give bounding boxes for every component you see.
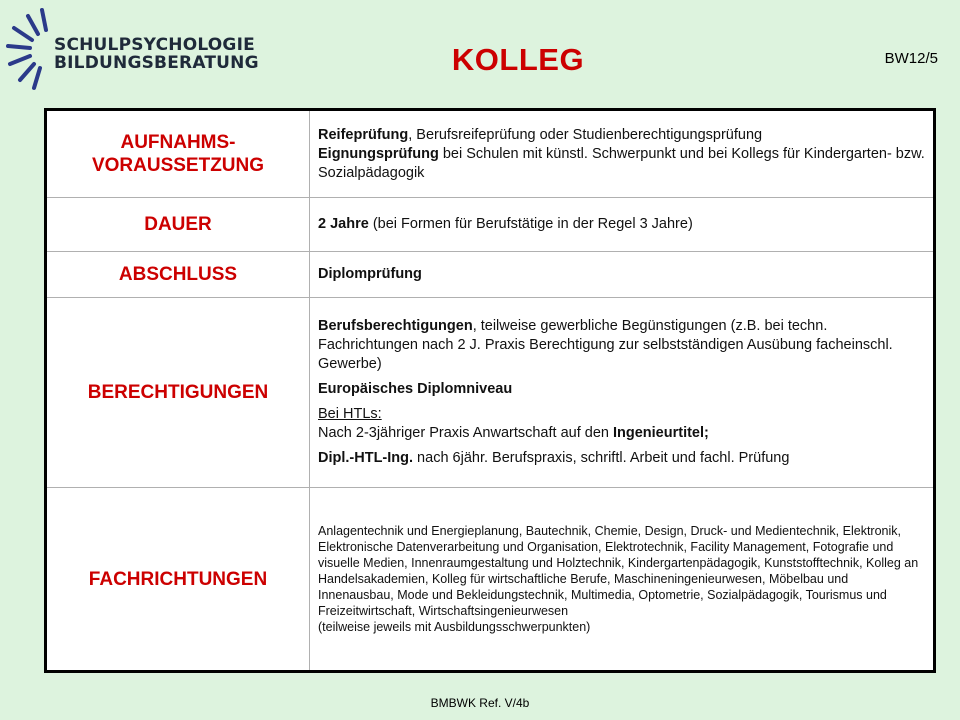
label-aufnahme-line2: VORAUSSETZUNG bbox=[91, 155, 265, 176]
table-row-berechtigungen bbox=[46, 298, 935, 488]
dauer-bold: 2 Jahre bbox=[318, 216, 369, 232]
page-title: KOLLEG bbox=[451, 42, 585, 77]
fachrichtungen-list: Anlagentechnik und Energieplanung, Bautechnik, Chemie, Design, Druck- und Medientechnik, Elektronik, Elektronische Datenverarbeitung und Organisation, Elektrotechnik, Facility Management, Fotografie und visuelle Medien, Innenraumgestaltung und Holztechnik, Kindergartenpädagogik, Kunststofftechnik, Kolleg an Handelsakademien, Kolleg für wirtschaftliche Berufe, Maschineningenieurwesen, Möbelbau und Innenausbau, Mode und Bekleidungstechnik, Multimedia, Optometrie, Sozialpädagogik, Tourismus und Freizeitwirtschaft, Wirtschaftsingenieurwesen bbox=[318, 524, 919, 618]
table-row-fachrichtungen bbox=[46, 488, 935, 672]
logo-line-1: SCHULPSYCHOLOGIE bbox=[54, 35, 255, 55]
berechtigungen-bold-3: Ingenieurtitel; bbox=[612, 425, 709, 441]
footer-reference: BMBWK Ref. V/4b bbox=[430, 696, 530, 710]
berechtigungen-diplomniveau: Europäisches Diplomniveau bbox=[318, 381, 513, 397]
value-berechtigungen bbox=[310, 298, 935, 488]
label-fachrichtungen: FACHRICHTUNGEN bbox=[46, 488, 310, 672]
dauer-rest: (bei Formen für Berufstätige in der Regel 3 Jahre) bbox=[368, 216, 693, 232]
value-aufnahme bbox=[310, 110, 935, 198]
label-aufnahme bbox=[46, 110, 310, 198]
label-berechtigungen: BERECHTIGUNGEN bbox=[46, 298, 310, 488]
value-dauer bbox=[310, 198, 935, 252]
aufnahme-rest-1: , Berufsreifeprüfung oder Studienberechtigungsprüfung bbox=[408, 126, 763, 143]
label-aufnahme-line1: AUFNAHMS- bbox=[120, 132, 236, 153]
info-table bbox=[44, 108, 936, 673]
berechtigungen-bold-4: Dipl.-HTL-Ing. bbox=[318, 450, 414, 466]
table-row-dauer bbox=[46, 198, 935, 252]
table-row-abschluss bbox=[46, 252, 935, 298]
value-abschluss: Diplomprüfung bbox=[310, 252, 935, 298]
label-dauer: DAUER bbox=[46, 198, 310, 252]
berechtigungen-rest-3: Nach 2-3jähriger Praxis Anwartschaft auf den bbox=[318, 425, 613, 441]
logo-line-2: BILDUNGSBERATUNG bbox=[54, 53, 259, 73]
fachrichtungen-note: (teilweise jeweils mit Ausbildungsschwerpunkten) bbox=[318, 620, 591, 634]
berechtigungen-rest-1: , teilweise gewerbliche Begünstigungen (z.B. bei techn. Fachrichtungen nach 2 J. Praxis Berechtigung zur selbstständigen Ausübung facheinschl. Gewerbe) bbox=[318, 318, 893, 372]
value-fachrichtungen bbox=[310, 488, 935, 672]
label-abschluss: ABSCHLUSS bbox=[46, 252, 310, 298]
aufnahme-bold-1: Reifeprüfung bbox=[318, 126, 409, 143]
aufnahme-rest-2: bei Schulen mit künstl. Schwerpunkt und bei Kollegs für Kindergarten- bzw. Sozialpädagogik bbox=[318, 145, 925, 181]
aufnahme-bold-2: Eignungsprüfung bbox=[318, 145, 439, 162]
berechtigungen-bold-1: Berufsberechtigungen bbox=[318, 318, 473, 334]
table-row-aufnahme bbox=[46, 110, 935, 198]
slide-reference: BW12/5 bbox=[884, 50, 938, 67]
berechtigungen-rest-4: nach 6jähr. Berufspraxis, schriftl. Arbeit und fachl. Prüfung bbox=[413, 450, 790, 466]
berechtigungen-htl-heading: Bei HTLs: bbox=[318, 406, 382, 422]
